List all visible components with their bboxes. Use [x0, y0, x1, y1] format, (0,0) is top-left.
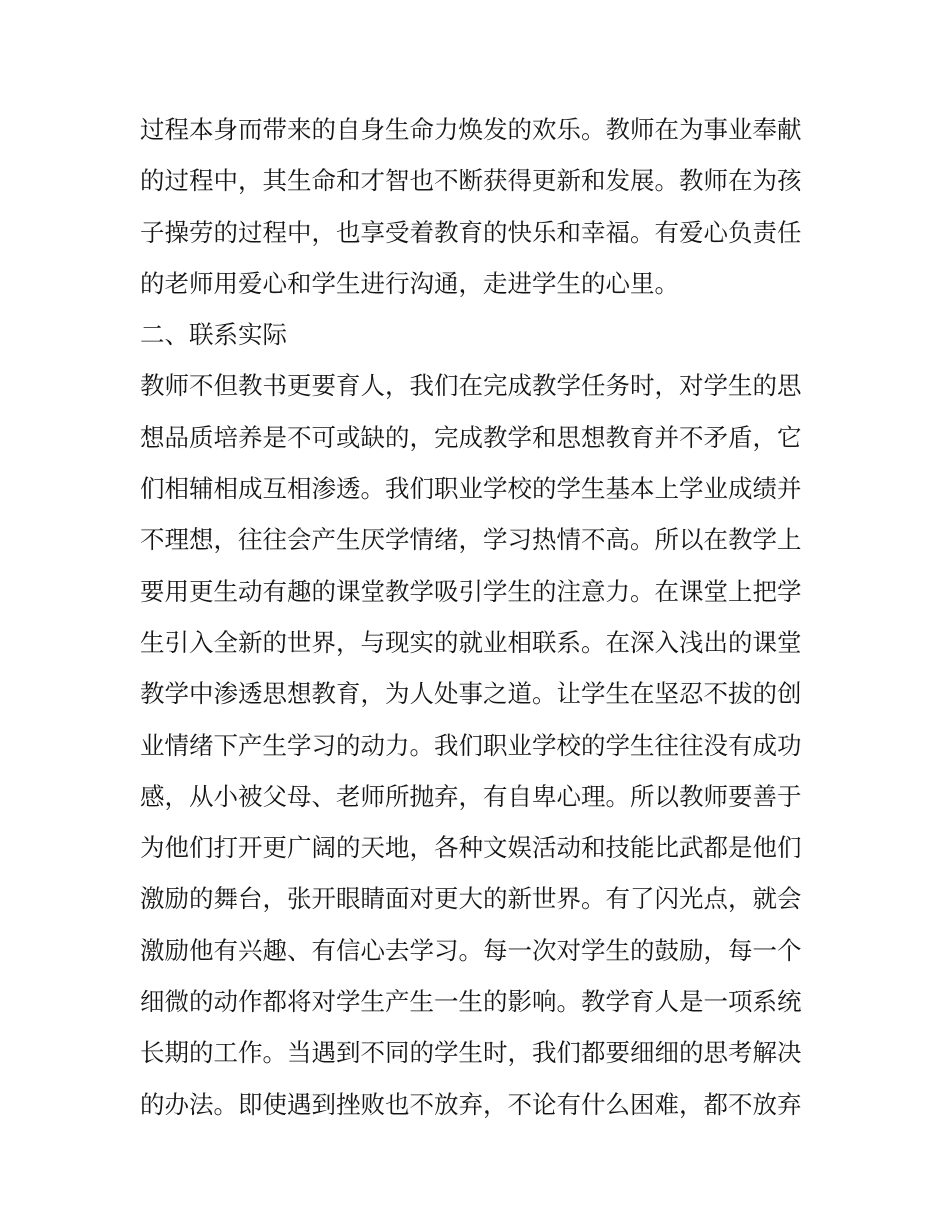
text-line: 的老师用爱心和学生进行沟通，走进学生的心里。 [140, 268, 679, 298]
text-line: 的过程中，其生命和才智也不断获得更新和发展。教师在为孩 [140, 166, 802, 196]
text-line: 教师不但教书更要育人，我们在完成教学任务时，对学生的思 [140, 371, 802, 401]
text-line: 长期的工作。当遇到不同的学生时，我们都要细细的思考解决 [140, 1038, 802, 1068]
text-line: 们相辅相成互相渗透。我们职业学校的学生基本上学业成绩并 [140, 474, 802, 504]
text-line: 教学中渗透思想教育，为人处事之道。让学生在坚忍不拔的创 [140, 679, 802, 709]
text-line: 子操劳的过程中，也享受着教育的快乐和幸福。有爱心负责任 [140, 217, 802, 247]
text-line: 不理想，往往会产生厌学情绪，学习热情不高。所以在教学上 [140, 525, 802, 555]
text-line: 生引入全新的世界，与现实的就业相联系。在深入浅出的课堂 [140, 627, 802, 657]
text-line: 为他们打开更广阔的天地，各种文娱活动和技能比武都是他们 [140, 833, 802, 863]
body-text [140, 108, 820, 1134]
text-line: 激励他有兴趣、有信心去学习。每一次对学生的鼓励，每一个 [140, 935, 802, 965]
text-line: 激励的舞台，张开眼睛面对更大的新世界。有了闪光点，就会 [140, 884, 802, 914]
text-line: 细微的动作都将对学生产生一生的影响。教学育人是一项系统 [140, 987, 802, 1017]
text-line: 要用更生动有趣的课堂教学吸引学生的注意力。在课堂上把学 [140, 576, 802, 606]
text-line: 的办法。即使遇到挫败也不放弃，不论有什么困难，都不放弃 [140, 1089, 802, 1119]
text-line: 业情绪下产生学习的动力。我们职业学校的学生往往没有成功 [140, 730, 802, 760]
section-heading: 二、联系实际 [140, 320, 287, 350]
text-line: 感，从小被父母、老师所抛弃，有自卑心理。所以教师要善于 [140, 781, 802, 811]
text-line: 想品质培养是不可或缺的，完成教学和思想教育并不矛盾，它 [140, 422, 802, 452]
text-line: 过程本身而带来的自身生命力焕发的欢乐。教师在为事业奉献 [140, 115, 802, 144]
